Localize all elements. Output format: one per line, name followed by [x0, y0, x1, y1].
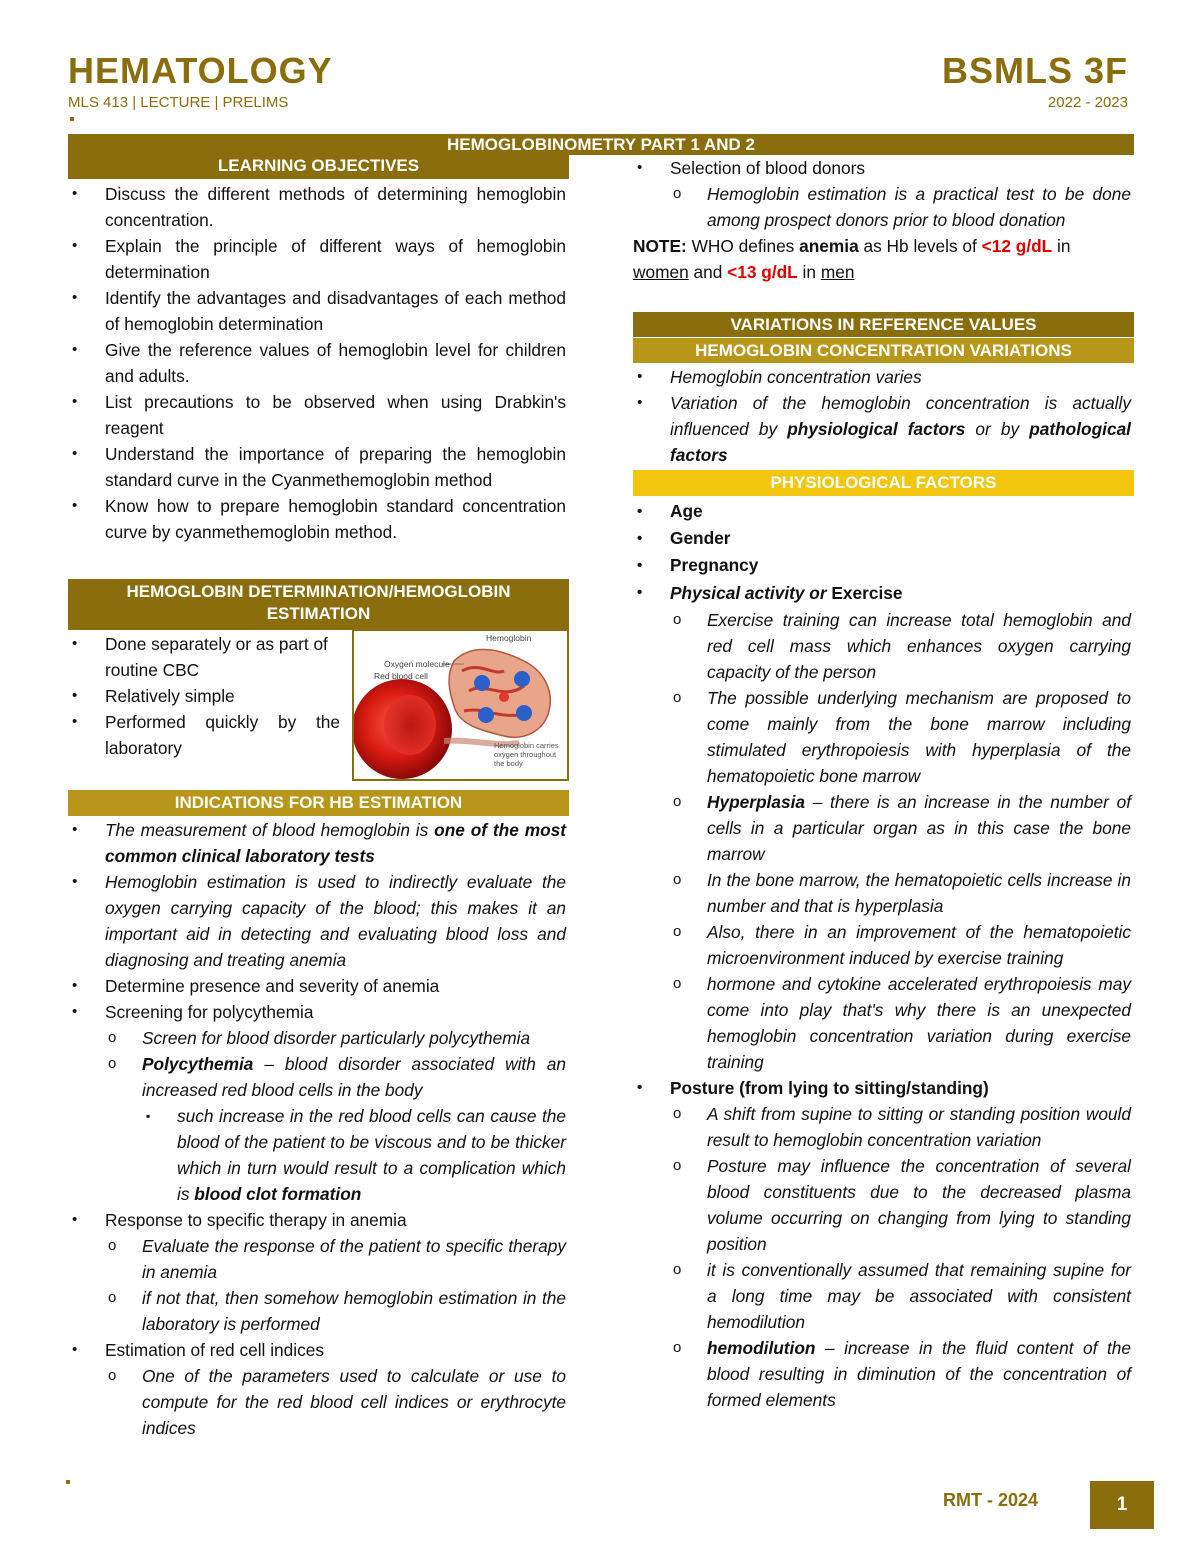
section-code: BSMLS 3F [941, 50, 1128, 91]
header-marker [70, 117, 74, 121]
factor-item: • Physical activity or Exercise [633, 579, 1131, 607]
indication-item: • Determine presence and severity of anemia [68, 973, 566, 999]
factor-item: • Gender [633, 525, 1131, 552]
figure-label-hemoglobin: Hemoglobin [486, 633, 532, 643]
page-number: 1 [1090, 1481, 1154, 1529]
variation-item: • Variation of the hemoglobin concentration is actually influenced by physiological factors or by pathological factors [633, 390, 1131, 468]
objective-item: • Understand the importance of preparing the hemoglobin standard curve in the Cyanmethemoglobin method [68, 441, 566, 493]
factor-subitem: o hemodilution – increase in the fluid content of the blood resulting in diminution of the concentration of formed elements [633, 1335, 1131, 1413]
factor-item: • Age [633, 498, 1131, 525]
figure-label-oxygen: Oxygen molecule [384, 659, 450, 669]
figure-label-rbc: Red blood cell [374, 671, 428, 681]
indication-subsubitem: ▪ such increase in the red blood cells can cause the blood of the patient to be viscous and to be thicker which in turn would result to a complication which is blood clot formation [68, 1103, 566, 1207]
hb-variations-heading-band [633, 338, 1134, 363]
determination-item: • Relatively simple [68, 683, 340, 709]
determination-item: • Done separately or as part of routine CBC [68, 631, 340, 683]
rbc-illustration [354, 631, 567, 779]
school-year: 2022 - 2023 [1047, 94, 1128, 111]
objectives-heading-band [68, 155, 569, 179]
indication-subitem: o if not that, then somehow hemoglobin estimation in the laboratory is performed [68, 1285, 566, 1337]
factor-item: • Posture (from lying to sitting/standing) [633, 1075, 1131, 1101]
determination-item: • Performed quickly by the laboratory [68, 709, 340, 761]
indication-item: • The measurement of blood hemoglobin is one of the most common clinical laboratory tests [68, 817, 566, 869]
factor-subitem: o it is conventionally assumed that remaining supine for a long time may be associated with consistent hemodilution [633, 1257, 1131, 1335]
indication-subitem: o Evaluate the response of the patient to specific therapy in anemia [68, 1233, 566, 1285]
donor-item: • Selection of blood donors [633, 155, 1131, 181]
hemoglobin-molecule-shape [449, 649, 550, 737]
indication-subitem: o Screen for blood disorder particularly polycythemia [68, 1025, 566, 1051]
objective-item: • Identify the advantages and disadvantages of each method of hemoglobin determination [68, 285, 566, 337]
figure-label-carries: Hemoglobin carries oxygen throughout the body [494, 741, 559, 768]
indication-item: • Screening for polycythemia [68, 999, 566, 1025]
factor-subitem: o A shift from supine to sitting or standing position would result to hemoglobin concentration variation [633, 1101, 1131, 1153]
factor-subitem: o In the bone marrow, the hematopoietic cells increase in number and that is hyperplasia [633, 867, 1131, 919]
factor-subitem: o Hyperplasia – there is an increase in the number of cells in a particular organ as in this case the bone marrow [633, 789, 1131, 867]
factor-subitem: o The possible underlying mechanism are proposed to come mainly from the bone marrow including stimulated erythropoiesis with hyperplasia of the hematopoietic bone marrow [633, 685, 1131, 789]
objectives-list [68, 181, 566, 545]
indication-item: • Hemoglobin estimation is used to indirectly evaluate the oxygen carrying capacity of the blood; this makes it an important aid in detecting and evaluating blood loss and diagnosing and treating anemia [68, 869, 566, 973]
objective-item: • Discuss the different methods of determining hemoglobin concentration. [68, 181, 566, 233]
document-subtitle: MLS 413 | LECTURE | PRELIMS [68, 94, 289, 111]
indications-heading-band [68, 790, 569, 816]
variations-heading-band [633, 312, 1134, 337]
indication-subitem: o One of the parameters used to calculate or use to compute for the red blood cell indices or erythrocyte indices [68, 1363, 566, 1441]
objective-item: • Know how to prepare hemoglobin standard concentration curve by cyanmethemoglobin method. [68, 493, 566, 545]
donor-subitem: o Hemoglobin estimation is a practical test to be done among prospect donors prior to blood donation [633, 181, 1131, 233]
who-note: NOTE: WHO defines anemia as Hb levels of <12 g/dL in women and <13 g/dL in men [633, 236, 1071, 282]
factor-subitem: o Also, there in an improvement of the hematopoietic microenvironment induced by exercise training [633, 919, 1131, 971]
physio-list [633, 498, 1131, 1413]
factor-item: • Pregnancy [633, 552, 1131, 579]
physio-heading: PHYSIOLOGICAL FACTORS [770, 473, 997, 492]
variations-heading: VARIATIONS IN REFERENCE VALUES [730, 315, 1037, 334]
footer-rmt: RMT - 2024 [943, 1490, 1039, 1510]
objective-item: • Explain the principle of different ways of hemoglobin determination [68, 233, 566, 285]
objectives-heading: LEARNING OBJECTIVES [217, 156, 420, 175]
donor-section [633, 155, 1131, 285]
determination-heading-band [68, 579, 569, 630]
indication-item: • Estimation of red cell indices [68, 1337, 566, 1363]
objective-item: • Give the reference values of hemoglobin level for children and adults. [68, 337, 566, 389]
determination-list [68, 631, 340, 761]
footer-marker [66, 1480, 70, 1484]
factor-subitem: o hormone and cytokine accelerated erythropoiesis may come into play that's why there is an unexpected hemoglobin concentration variation during exercise training [633, 971, 1131, 1075]
objective-item: • List precautions to be observed when using Drabkin's reagent [68, 389, 566, 441]
indications-list [68, 817, 566, 1441]
indication-item: • Response to specific therapy in anemia [68, 1207, 566, 1233]
factor-subitem: o Posture may influence the concentration of several blood constituents due to the decreased plasma volume occurring on changing from lying to standing position [633, 1153, 1131, 1257]
document-title: HEMATOLOGY [68, 50, 333, 91]
variations-list [633, 364, 1131, 468]
main-title-band [68, 134, 1134, 155]
hb-variations-heading: HEMOGLOBIN CONCENTRATION VARIATIONS [695, 341, 1072, 360]
determination-heading: HEMOGLOBIN DETERMINATION/HEMOGLOBIN ESTIMATION [126, 582, 511, 623]
indication-subitem: o Polycythemia – blood disorder associated with an increased red blood cells in the body [68, 1051, 566, 1103]
hemoglobin-rbc-figure [352, 629, 569, 781]
physio-heading-band [633, 470, 1134, 496]
factor-subitem: o Exercise training can increase total hemoglobin and red cell mass which enhances oxygen carrying capacity of the person [633, 607, 1131, 685]
main-title: HEMOGLOBINOMETRY PART 1 AND 2 [447, 135, 755, 154]
variation-item: • Hemoglobin concentration varies [633, 364, 1131, 390]
indications-heading: INDICATIONS FOR HB ESTIMATION [174, 793, 463, 812]
